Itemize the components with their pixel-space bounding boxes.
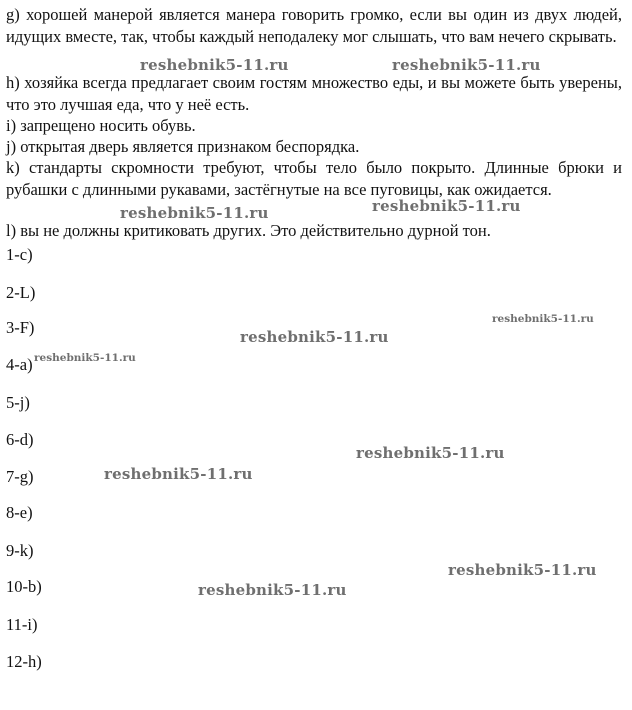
watermark: reshebnik5-11.ru <box>104 465 253 483</box>
watermark: reshebnik5-11.ru <box>240 328 389 346</box>
paragraph-l: l) вы не должны критиковать других. Это действительно дурной тон. <box>6 221 491 240</box>
watermark: reshebnik5-11.ru <box>34 352 136 364</box>
answer-4: 4-a) <box>6 355 33 374</box>
watermark: reshebnik5-11.ru <box>198 581 347 599</box>
answer-12: 12-h) <box>6 652 42 671</box>
watermark: reshebnik5-11.ru <box>372 197 521 215</box>
answer-7: 7-g) <box>6 467 34 486</box>
paragraph-g: g) хорошей манерой является манера говорить громко, если вы один из двух людей, идущих вместе, так, чтобы каждый неподалеку мог слышать, что вам нечего скрывать. <box>6 5 622 46</box>
answer-6: 6-d) <box>6 430 34 449</box>
answer-8: 8-e) <box>6 503 33 522</box>
paragraph-k: k) стандарты скромности требуют, чтобы тело было покрыто. Длинные брюки и рубашки с длинными рукавами, застёгнутые на все пуговицы, как ожидается. <box>6 158 622 199</box>
answer-3: 3-F) <box>6 318 35 337</box>
paragraph-j: j) открытая дверь является признаком беспорядка. <box>6 137 360 156</box>
answer-5: 5-j) <box>6 393 30 412</box>
answer-9: 9-k) <box>6 541 34 560</box>
answer-10: 10-b) <box>6 577 42 596</box>
paragraph-h: h) хозяйка всегда предлагает своим гостям множество еды, и вы можете быть уверены, что это лучшая еда, что у неё есть. <box>6 73 622 114</box>
answer-11: 11-i) <box>6 615 38 634</box>
watermark: reshebnik5-11.ru <box>492 313 594 325</box>
watermark: reshebnik5-11.ru <box>140 56 289 74</box>
answer-2: 2-L) <box>6 283 36 302</box>
watermark: reshebnik5-11.ru <box>392 56 541 74</box>
watermark: reshebnik5-11.ru <box>120 204 269 222</box>
answer-1: 1-c) <box>6 245 33 264</box>
watermark: reshebnik5-11.ru <box>448 561 597 579</box>
paragraph-i: i) запрещено носить обувь. <box>6 116 196 135</box>
watermark: reshebnik5-11.ru <box>356 444 505 462</box>
